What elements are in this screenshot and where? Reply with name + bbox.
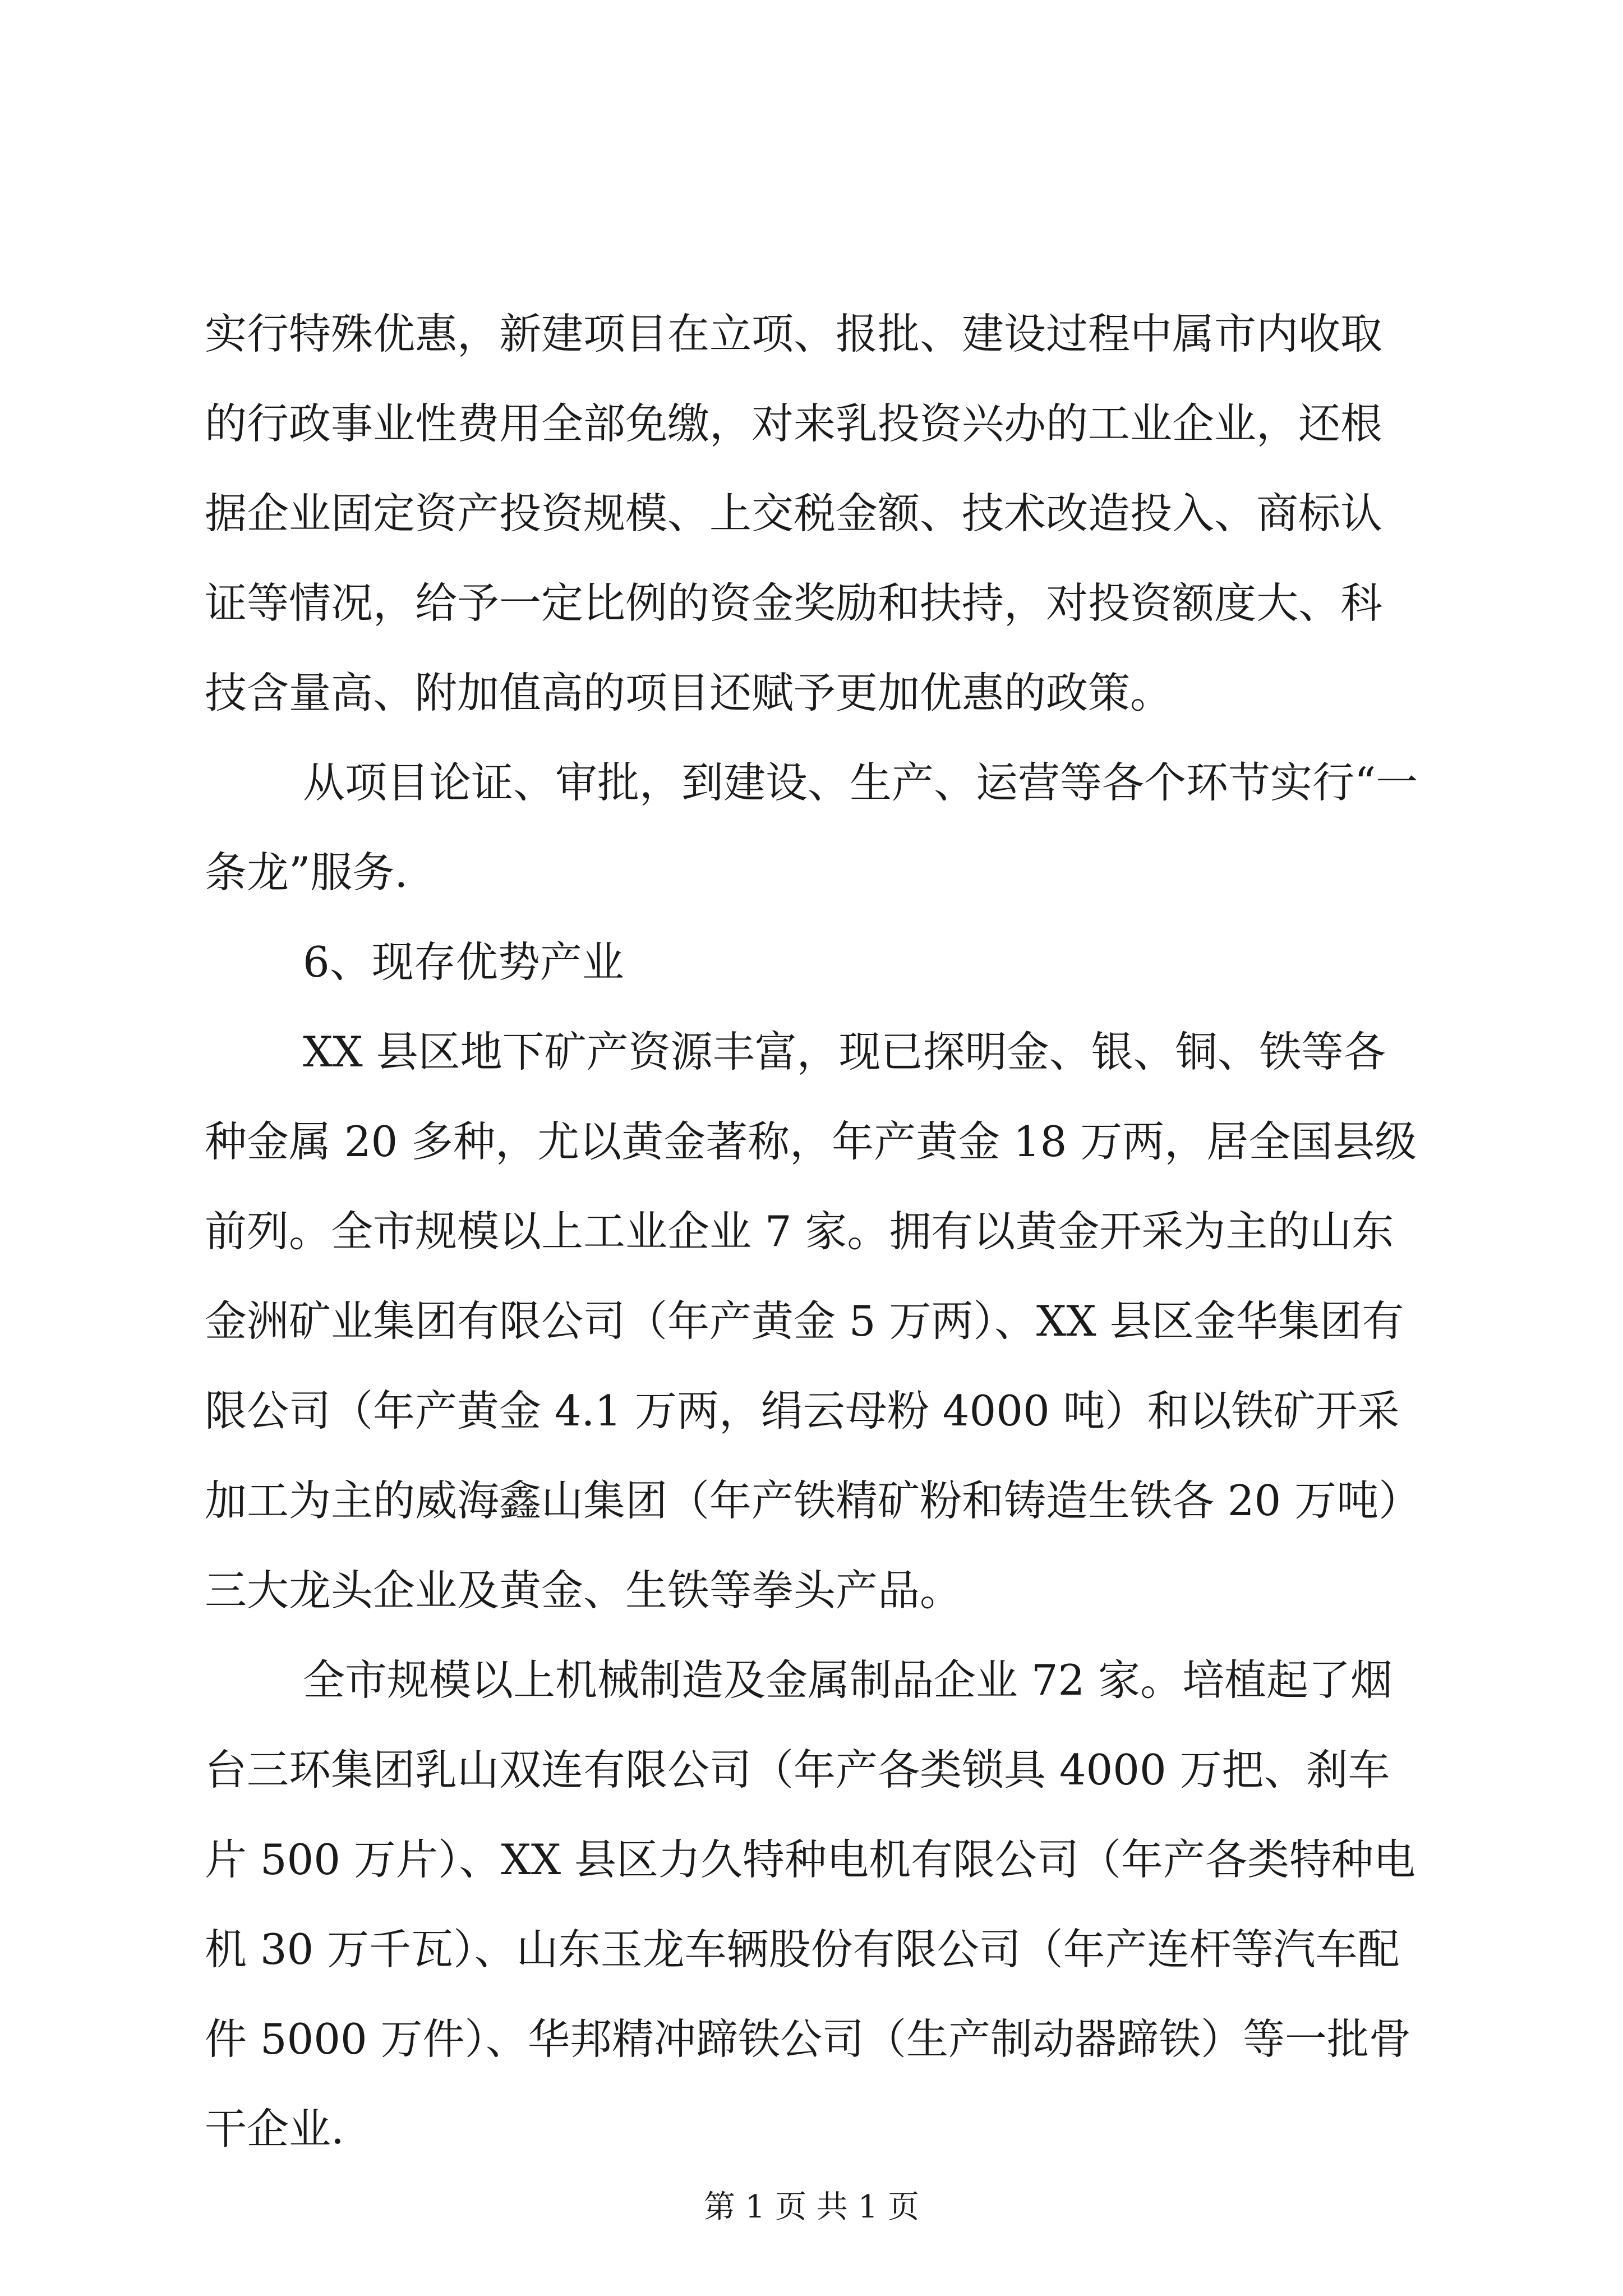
paragraph-line: 实行特殊优惠，新建项目在立项、报批、建设过程中属市内收取 [205,309,1383,358]
paragraph-line: 前列。全市规模以上工业企业 7 家。拥有以黄金开采为主的山东 [205,1207,1394,1256]
paragraph-line: 种金属 20 多种，尤以黄金著称，年产黄金 18 万两，居全国县级 [205,1117,1417,1166]
paragraph-line: 的行政事业性费用全部免缴，对来乳投资兴办的工业企业，还根 [205,399,1383,448]
paragraph-line: 件 5000 万件）、华邦精冲蹄铁公司（生产制动器蹄铁）等一批骨 [205,2014,1412,2064]
paragraph-line: 条龙”服务. [205,848,408,897]
paragraph-line: 加工为主的威海鑫山集团（年产铁精矿粉和铸造生铁各 20 万吨） [205,1476,1421,1525]
paragraph-line: 干企业. [205,2104,344,2154]
paragraph-line: 三大龙头企业及黄金、生铁等拳头产品。 [205,1566,962,1615]
paragraph-line: 限公司（年产黄金 4.1 万两，绢云母粉 4000 吨）和以铁矿开采 [205,1386,1400,1435]
paragraph-line: 全市规模以上机械制造及金属制品企业 72 家。培植起了烟 [303,1655,1393,1705]
paragraph-line: XX 县区地下矿产资源丰富，现已探明金、银、铜、铁等各 [303,1027,1386,1076]
paragraph-line: 金洲矿业集团有限公司（年产黄金 5 万两）、XX 县区金华集团有 [205,1296,1404,1346]
paragraph-line: 机 30 万千瓦）、山东玉龙车辆股份有限公司（年产连杆等汽车配 [205,1925,1400,1974]
section-heading: 6、现存优势产业 [303,937,624,987]
paragraph-line: 技含量高、附加值高的项目还赋予更加优惠的政策。 [205,668,1173,717]
paragraph-line: 台三环集团乳山双连有限公司（年产各类锁具 4000 万把、刹车 [205,1745,1390,1795]
paragraph-line: 证等情况，给予一定比例的资金奖励和扶持，对投资额度大、科 [205,578,1383,628]
paragraph-line: 据企业固定资产投资规模、上交税金额、技术改造投入、商标认 [205,489,1383,538]
paragraph-line: 从项目论证、审批，到建设、生产、运营等各个环节实行“一 [303,758,1418,807]
paragraph-line: 片 500 万片）、XX 县区力久特种电机有限公司（年产各类特种电 [205,1835,1415,1884]
page-footer: 第 1 页 共 1 页 [703,2189,920,2225]
